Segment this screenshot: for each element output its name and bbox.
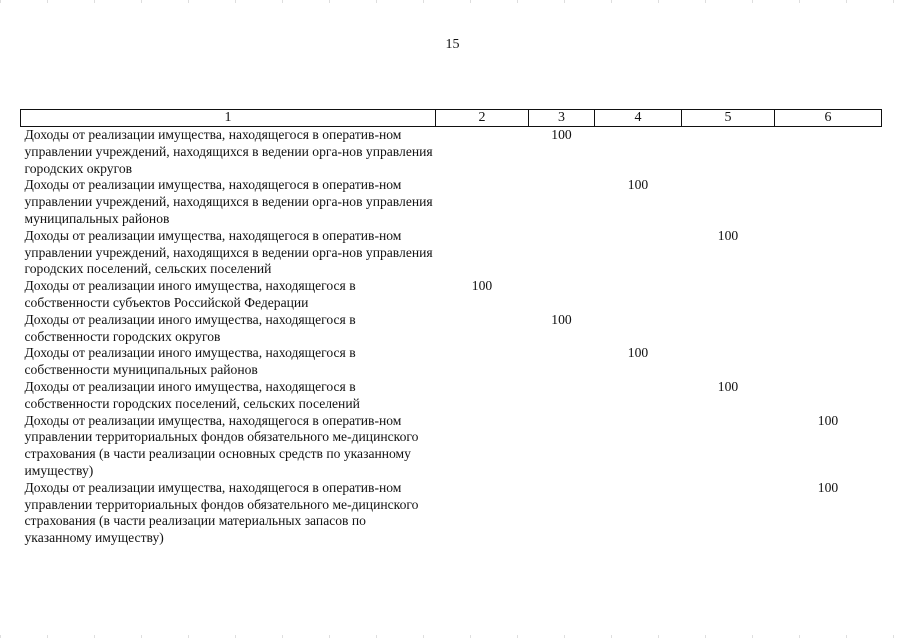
table-row bbox=[21, 228, 882, 278]
table-row bbox=[21, 127, 882, 178]
cell-col-3 bbox=[529, 379, 595, 413]
cell-col-3 bbox=[529, 345, 595, 379]
row-description: Доходы от реализации иного имущества, находящегося в собственности субъектов Российской Федерации bbox=[24, 278, 356, 310]
revenue-table bbox=[20, 109, 882, 547]
cell-col-6 bbox=[775, 127, 882, 178]
cell-col-5 bbox=[682, 345, 775, 379]
table-row bbox=[21, 413, 882, 480]
cell-col-3 bbox=[529, 177, 595, 227]
cell-col-2: 100 bbox=[471, 278, 493, 294]
column-header-6: 6 bbox=[775, 110, 882, 127]
cell-col-2 bbox=[436, 312, 529, 346]
table-row bbox=[21, 480, 882, 547]
cell-col-2 bbox=[436, 345, 529, 379]
row-description: Доходы от реализации имущества, находящегося в оператив-ном управлении территориальных фондов обязательного ме-дицинского страхования (в части реализации материальных запасов по указанному имуществу) bbox=[24, 479, 419, 546]
cell-col-6: 100 bbox=[817, 479, 839, 495]
cell-col-3 bbox=[529, 413, 595, 480]
table-body bbox=[21, 127, 882, 547]
cell-col-2 bbox=[436, 127, 529, 178]
cell-col-5 bbox=[682, 312, 775, 346]
table-row bbox=[21, 278, 882, 312]
table-row bbox=[21, 312, 882, 346]
cell-col-4 bbox=[595, 278, 682, 312]
cell-col-3 bbox=[529, 278, 595, 312]
column-header-2: 2 bbox=[436, 110, 529, 127]
cell-col-4 bbox=[595, 228, 682, 278]
cell-col-4: 100 bbox=[627, 177, 649, 193]
scan-edge-top bbox=[0, 0, 905, 3]
cell-col-5: 100 bbox=[717, 378, 739, 394]
cell-col-5 bbox=[682, 480, 775, 547]
table-row bbox=[21, 345, 882, 379]
table-header-row bbox=[21, 110, 882, 127]
page-number: 15 bbox=[445, 37, 460, 52]
scan-edge-bottom bbox=[0, 635, 905, 638]
cell-col-6 bbox=[775, 228, 882, 278]
cell-col-3: 100 bbox=[551, 127, 572, 142]
cell-col-5 bbox=[682, 413, 775, 480]
cell-col-4 bbox=[595, 127, 682, 178]
cell-col-6 bbox=[775, 278, 882, 312]
cell-col-2 bbox=[436, 177, 529, 227]
cell-col-4: 100 bbox=[627, 345, 649, 361]
cell-col-6 bbox=[775, 312, 882, 346]
column-header-4: 4 bbox=[595, 110, 682, 127]
cell-col-6 bbox=[775, 177, 882, 227]
cell-col-2 bbox=[436, 480, 529, 547]
cell-col-6 bbox=[775, 345, 882, 379]
cell-col-5: 100 bbox=[717, 227, 739, 243]
cell-col-4 bbox=[595, 379, 682, 413]
row-description: Доходы от реализации имущества, находящегося в оператив-ном управлении учреждений, находящихся в ведении орга-нов управления городских округов bbox=[24, 127, 433, 176]
cell-col-3 bbox=[529, 480, 595, 547]
row-description: Доходы от реализации имущества, находящегося в оператив-ном управлении учреждений, находящихся в ведении орга-нов управления городских поселений, сельских поселений bbox=[24, 227, 433, 277]
row-description: Доходы от реализации иного имущества, находящегося в собственности муниципальных районов bbox=[24, 345, 356, 378]
row-description: Доходы от реализации имущества, находящегося в оператив-ном управлении учреждений, находящихся в ведении орга-нов управления муниципальных районов bbox=[24, 177, 433, 226]
cell-col-2 bbox=[436, 228, 529, 278]
cell-col-2 bbox=[436, 379, 529, 413]
cell-col-2 bbox=[436, 413, 529, 480]
cell-col-3: 100 bbox=[551, 311, 572, 327]
cell-col-5 bbox=[682, 127, 775, 178]
cell-col-5 bbox=[682, 278, 775, 312]
cell-col-4 bbox=[595, 413, 682, 480]
table-row bbox=[21, 177, 882, 227]
cell-col-4 bbox=[595, 480, 682, 547]
column-header-5: 5 bbox=[682, 110, 775, 127]
row-description: Доходы от реализации иного имущества, находящегося в собственности городских округов bbox=[24, 311, 356, 344]
row-description: Доходы от реализации имущества, находящегося в оператив-ном управлении территориальных фондов обязательного ме-дицинского страхования (в части реализации основных средств по указанному имуществу) bbox=[24, 412, 419, 478]
cell-col-3 bbox=[529, 228, 595, 278]
column-header-3: 3 bbox=[529, 110, 595, 127]
cell-col-4 bbox=[595, 312, 682, 346]
cell-col-6 bbox=[775, 379, 882, 413]
table-row bbox=[21, 379, 882, 413]
row-description: Доходы от реализации иного имущества, находящегося в собственности городских поселений, сельских поселений bbox=[24, 378, 360, 411]
cell-col-6: 100 bbox=[817, 412, 839, 428]
cell-col-5 bbox=[682, 177, 775, 227]
column-header-1: 1 bbox=[21, 110, 436, 127]
